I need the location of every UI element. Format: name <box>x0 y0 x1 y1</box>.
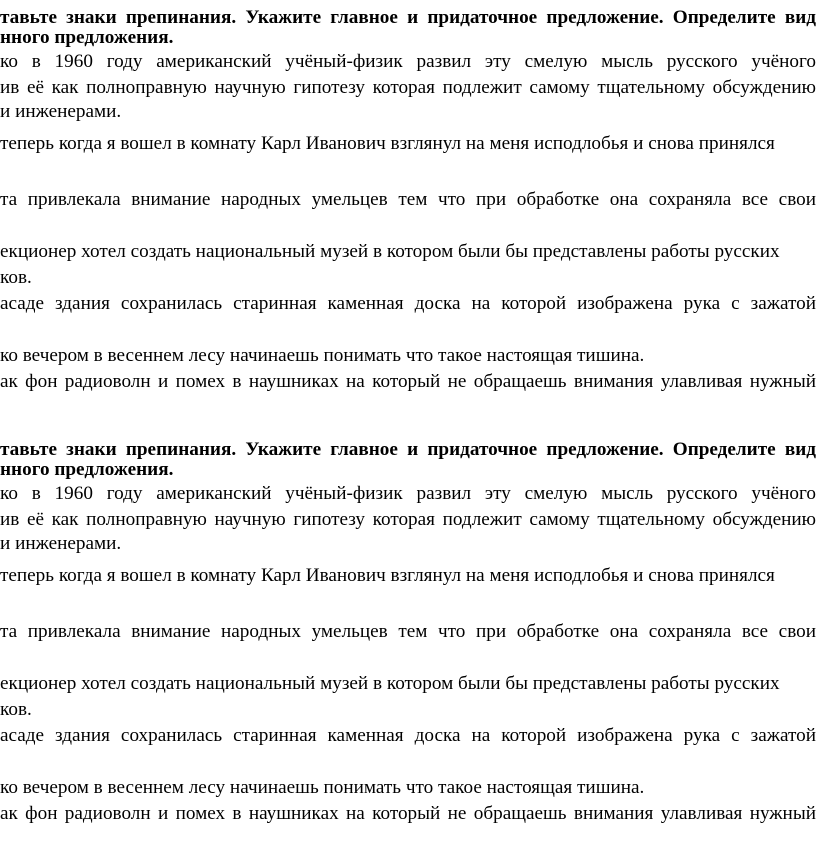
task-heading-line-2: нного предложения. <box>0 27 174 48</box>
sentence-4-line-2: ков. <box>0 699 32 720</box>
sentence-4-line-1: екционер хотел создать национальный музей в котором были бы представлены работы русских <box>0 241 780 262</box>
sentence-7-line-1: ак фон радиоволн и помех в наушниках на который не обращаешь внимания улавливая нужный <box>0 371 816 392</box>
sentence-3-line-1: та привлекала внимание народных умельцев тем что при обработке она сохраняла все свои <box>0 621 816 642</box>
task-heading-line-1: тавьте знаки препинания. Укажите главное и придаточное предложение. Определите вид <box>0 7 816 28</box>
sentence-1-line-2: ив её как полноправную научную гипотезу которая подлежит самому тщательному обсуждению <box>0 77 816 98</box>
sentence-5-line-1: асаде здания сохранилась старинная каменная доска на которой изображена рука с зажатой <box>0 293 816 314</box>
sentence-5-line-1: асаде здания сохранилась старинная каменная доска на которой изображена рука с зажатой <box>0 725 816 746</box>
sentence-6-line-1: ко вечером в весеннем лесу начинаешь понимать что такое настоящая тишина. <box>0 777 645 798</box>
sentence-1-line-3: и инженерами. <box>0 101 122 122</box>
sentence-4-line-1: екционер хотел создать национальный музей в котором были бы представлены работы русских <box>0 673 780 694</box>
sentence-3-line-1: та привлекала внимание народных умельцев тем что при обработке она сохраняла все свои <box>0 189 816 210</box>
sentence-2-line-1: теперь когда я вошел в комнату Карл Иванович взглянул на меня исподлобья и снова принялся <box>0 133 775 154</box>
sentence-1-line-2: ив её как полноправную научную гипотезу которая подлежит самому тщательному обсуждению <box>0 509 816 530</box>
sentence-1-line-1: ко в 1960 году американский учёный-физик развил эту смелую мысль русского учёного <box>0 483 816 504</box>
task-heading-line-1: тавьте знаки препинания. Укажите главное и придаточное предложение. Определите вид <box>0 439 816 460</box>
sentence-6-line-1: ко вечером в весеннем лесу начинаешь понимать что такое настоящая тишина. <box>0 345 645 366</box>
sentence-1-line-3: и инженерами. <box>0 533 122 554</box>
sentence-2-line-1: теперь когда я вошел в комнату Карл Иванович взглянул на меня исподлобья и снова принялся <box>0 565 775 586</box>
sentence-4-line-2: ков. <box>0 267 32 288</box>
task-heading-line-2: нного предложения. <box>0 459 174 480</box>
sentence-1-line-1: ко в 1960 году американский учёный-физик развил эту смелую мысль русского учёного <box>0 51 816 72</box>
sentence-7-line-1: ак фон радиоволн и помех в наушниках на который не обращаешь внимания улавливая нужный <box>0 803 816 824</box>
